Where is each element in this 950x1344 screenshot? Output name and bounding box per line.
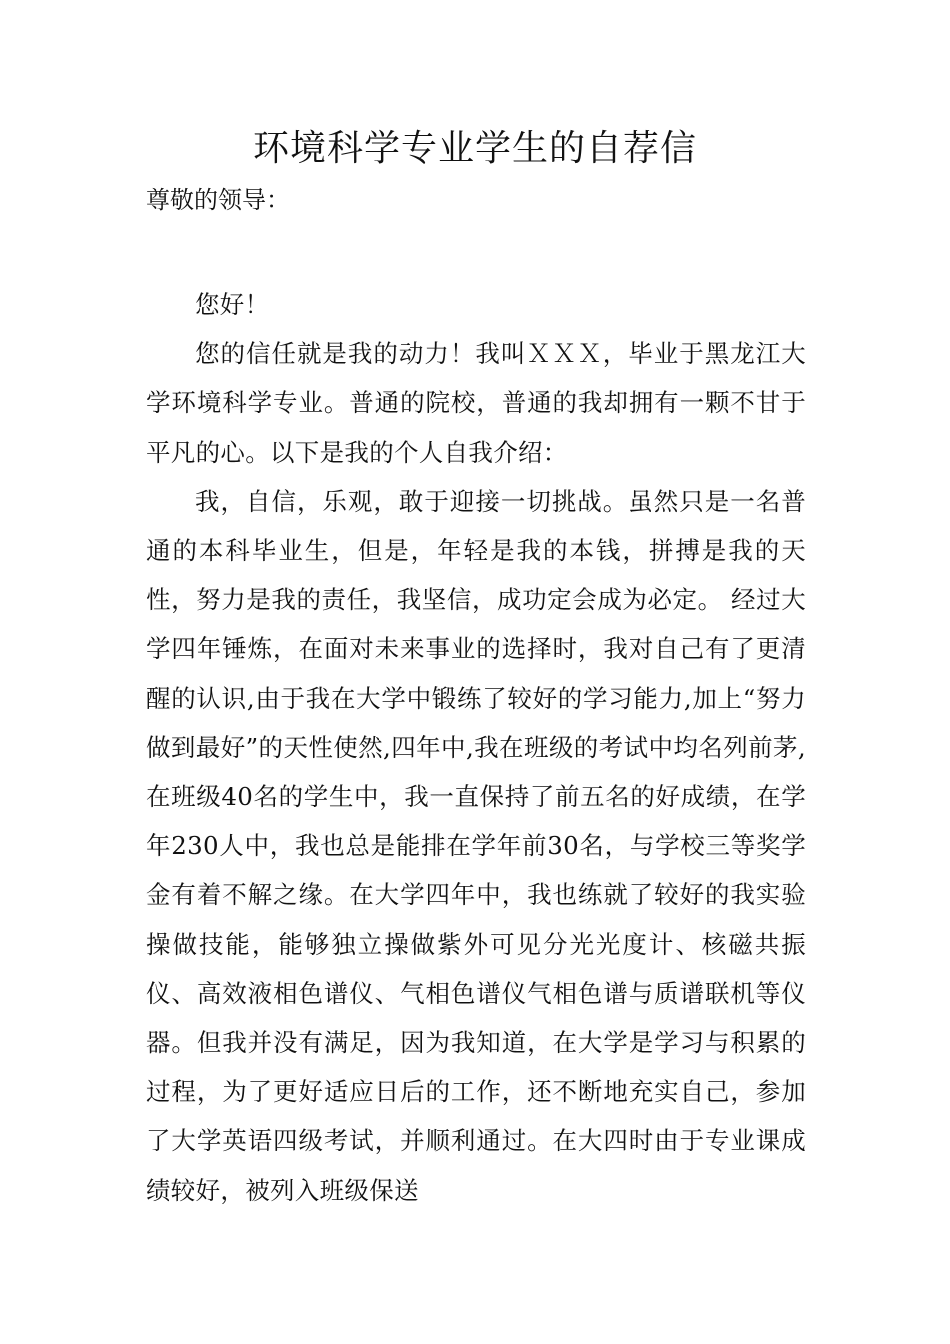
salutation: 尊敬的领导： bbox=[146, 186, 290, 214]
document-title: 环境科学专业学生的自荐信 bbox=[252, 128, 697, 169]
greeting-paragraph: 您好！ bbox=[195, 290, 270, 319]
intro-paragraph: 您的信任就是我的动力！我叫ＸＸＸ，毕业于黑龙江大学环境科学专业。普通的院校，普通的我却拥有一颗不甘于平凡的心。以下是我的个人自我介绍： bbox=[146, 339, 806, 467]
self-description-paragraph: 我，自信，乐观，敢于迎接一切挑战。虽然只是一名普通的本科毕业生，但是，年轻是我的本钱，拼搏是我的天性，努力是我的责任，我坚信，成功定会成为必定。 经过大学四年锤炼，在面对未来事业的选择时，我对自己有了更清醒的认识,由于我在大学中锻练了较好的学习能力,加上“努力做到最好”的天性使然,四年中,我在班级的考试中均名列前茅,在班级40名的学生中，我一直保持了前五名的好成绩，在学年230人中，我也总是能排在学年前30名，与学校三等奖学金有着不解之缘。在大学四年中，我也练就了较好的我实验操做技能，能够独立操做紫外可见分光光度计、核磁共振仪、高效液相色谱仪、气相色谱仪气相色谱与质谱联机等仪器。但我并没有满足，因为我知道，在大学是学习与积累的过程，为了更好适应日后的工作，还不断地充实自己，参加了大学英语四级考试，并顺利通过。在大四时由于专业课成绩较好，被列入班级保送 bbox=[146, 486, 806, 1205]
letter-body bbox=[146, 280, 806, 1215]
